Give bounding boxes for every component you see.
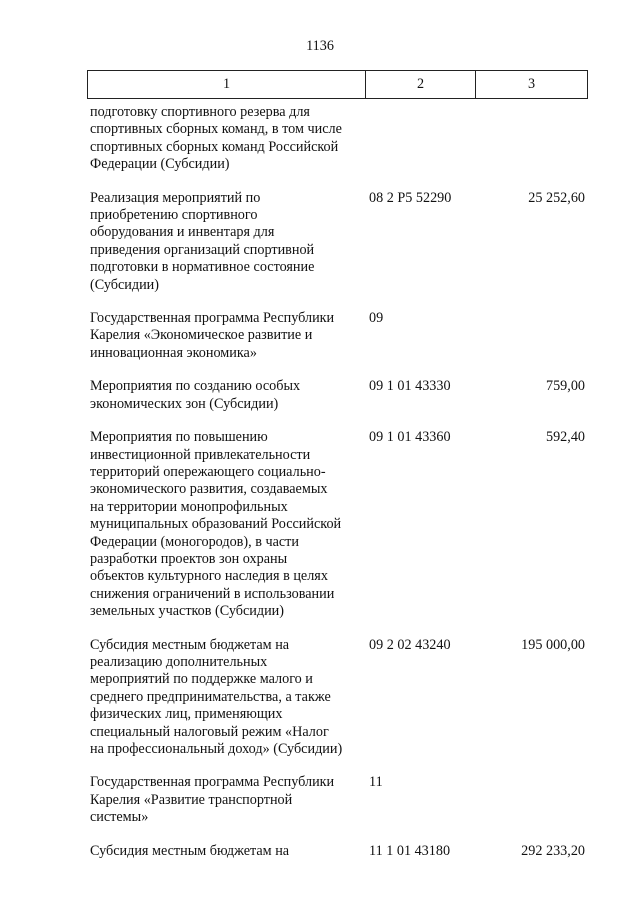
description-line: экономического развития, создаваемых bbox=[90, 481, 328, 498]
description-line: специальный налоговый режим «Налог bbox=[90, 723, 329, 740]
description-line: спортивных сборных команд, в том числе bbox=[90, 121, 342, 138]
row-amount: 759,00 bbox=[545, 378, 585, 395]
table-row bbox=[90, 190, 585, 294]
description-line: спортивных сборных команд Российской bbox=[90, 138, 339, 155]
table-header bbox=[87, 70, 588, 99]
row-code: 11 bbox=[369, 774, 383, 791]
description-line: подготовки в нормативное состояние bbox=[90, 259, 315, 276]
description-line: Федерации (Субсидии) bbox=[90, 156, 230, 173]
description-line: оборудования и инвентаря для bbox=[90, 224, 275, 241]
table-row bbox=[90, 843, 585, 860]
row-amount: 25 252,60 bbox=[528, 189, 585, 206]
table-body bbox=[90, 104, 585, 876]
description-line: подготовку спортивного резерва для bbox=[90, 104, 310, 120]
description-line: среднего предпринимательства, а также bbox=[90, 688, 331, 705]
description-line: земельных участков (Субсидии) bbox=[90, 603, 285, 620]
table-row bbox=[90, 774, 585, 826]
header-col-2: 2 bbox=[366, 71, 476, 99]
table-row bbox=[90, 378, 585, 413]
description-line: мероприятий по поддержке малого и bbox=[90, 671, 313, 688]
row-code: 09 bbox=[369, 310, 384, 327]
row-amount: 592,40 bbox=[545, 429, 585, 446]
description-line: муниципальных образований Российской bbox=[90, 516, 342, 533]
description-line: экономических зон (Субсидии) bbox=[90, 395, 279, 412]
row-description bbox=[90, 774, 365, 826]
description-line: Мероприятия по созданию особых bbox=[90, 378, 301, 395]
row-amount: 292 233,20 bbox=[521, 842, 585, 859]
description-line: Субсидия местным бюджетам на bbox=[90, 842, 290, 859]
row-amount bbox=[479, 310, 585, 362]
description-line: приобретению спортивного bbox=[90, 207, 258, 224]
description-line: инвестиционной привлекательности bbox=[90, 446, 311, 463]
row-code: 09 2 02 43240 bbox=[369, 636, 451, 653]
description-line: Карелия «Развитие транспортной bbox=[90, 791, 293, 808]
description-line: на территории монопрофильных bbox=[90, 498, 288, 515]
description-line: инновационная экономика» bbox=[90, 344, 257, 361]
table-row bbox=[90, 637, 585, 759]
row-amount bbox=[479, 774, 585, 826]
row-code: 09 1 01 43330 bbox=[369, 378, 451, 395]
description-line: снижения ограничений в использовании bbox=[90, 585, 335, 602]
row-amount bbox=[479, 104, 585, 174]
description-line: Мероприятия по повышению bbox=[90, 429, 268, 446]
description-line: (Субсидии) bbox=[90, 276, 159, 293]
description-line: Государственная программа Республики bbox=[90, 310, 335, 327]
description-line: Реализация мероприятий по bbox=[90, 189, 261, 206]
description-line: приведения организаций спортивной bbox=[90, 241, 315, 258]
row-code: 11 1 01 43180 bbox=[369, 842, 451, 859]
description-line: Субсидия местным бюджетам на bbox=[90, 636, 290, 653]
description-line: разработки проектов зон охраны bbox=[90, 550, 288, 567]
description-line: Федерации (моногородов), в части bbox=[90, 533, 299, 550]
row-description bbox=[90, 378, 365, 413]
row-description bbox=[90, 190, 365, 294]
row-description bbox=[90, 843, 365, 860]
row-description bbox=[90, 310, 365, 362]
row-description bbox=[90, 637, 365, 759]
description-line: объектов культурного наследия в целях bbox=[90, 568, 328, 585]
header-col-1: 1 bbox=[88, 71, 366, 99]
row-code: 08 2 P5 52290 bbox=[369, 189, 452, 206]
table-row bbox=[90, 429, 585, 620]
description-line: Карелия «Экономическое развитие и bbox=[90, 327, 313, 344]
table-row bbox=[90, 104, 585, 174]
description-line: Государственная программа Республики bbox=[90, 774, 335, 791]
row-amount: 195 000,00 bbox=[521, 636, 585, 653]
header-col-3: 3 bbox=[476, 71, 588, 99]
row-description bbox=[90, 104, 365, 174]
row-code bbox=[365, 104, 479, 174]
description-line: территорий опережающего социально- bbox=[90, 463, 326, 480]
description-line: реализацию дополнительных bbox=[90, 653, 268, 670]
page-number: 1136 bbox=[306, 38, 334, 54]
description-line: на профессиональный доход» (Субсидии) bbox=[90, 741, 343, 757]
row-code: 09 1 01 43360 bbox=[369, 429, 451, 446]
description-line: физических лиц, применяющих bbox=[90, 706, 283, 723]
description-line: системы» bbox=[90, 809, 149, 826]
table-row bbox=[90, 310, 585, 362]
row-description bbox=[90, 429, 365, 620]
